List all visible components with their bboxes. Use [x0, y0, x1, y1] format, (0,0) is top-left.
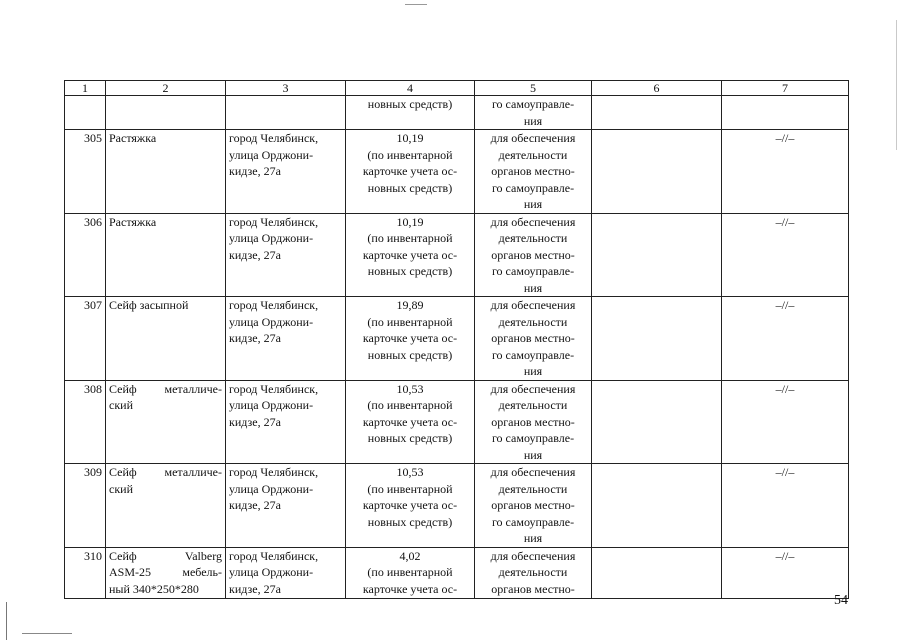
- cell-line: город Челябинск,: [229, 381, 319, 396]
- cell-line: ный 340*250*280: [109, 581, 199, 596]
- cell-line: деятельности: [498, 481, 568, 496]
- cell-value: [346, 96, 475, 130]
- table-row: [65, 380, 849, 464]
- cell-line: улица Орджони-: [229, 231, 314, 245]
- table-row: [65, 297, 849, 381]
- cell-line: (по инвентарной: [367, 147, 453, 162]
- cell-address: [226, 130, 346, 214]
- cell-line: органов местно-: [491, 331, 575, 345]
- cell-line: для обеспечения: [490, 131, 576, 145]
- column-header: 3: [226, 81, 346, 96]
- scan-artifact-left: [6, 602, 7, 640]
- cell-line: кидзе, 27а: [229, 498, 281, 512]
- cell-line: 10,19: [396, 214, 424, 229]
- cell-address: [226, 213, 346, 297]
- cell-line: деятельности: [498, 314, 568, 329]
- cell-line: (по инвентарной: [367, 481, 453, 496]
- cell-line: (по инвентарной: [367, 398, 453, 412]
- cell-line: (по инвентарной: [367, 314, 453, 329]
- cell-line: кидзе, 27а: [229, 414, 281, 429]
- cell-value: [346, 380, 475, 464]
- cell-line: органов местно-: [491, 414, 575, 429]
- cell-num: 307: [65, 297, 106, 381]
- cell-col7: –//–: [722, 130, 849, 214]
- cell-line: органов местно-: [491, 581, 575, 596]
- cell-line: Сейф засыпной: [109, 298, 189, 312]
- cell-line: ния: [523, 113, 543, 128]
- page-number: 54: [834, 593, 848, 608]
- cell-line: улица Орджони-: [229, 565, 314, 579]
- cell-line: город Челябинск,: [229, 548, 319, 563]
- cell-line: для обеспечения: [490, 548, 576, 563]
- cell-line: новных средств): [367, 347, 453, 362]
- column-header: 1: [65, 81, 106, 96]
- cell-value: [346, 547, 475, 598]
- cell-col6: [592, 297, 722, 381]
- cell-line: деятельности: [498, 231, 568, 245]
- cell-line: карточке учета ос-: [362, 247, 458, 262]
- cell-line: Сейф Valberg: [109, 548, 222, 563]
- cell-line: новных средств): [367, 97, 453, 111]
- cell-line: Растяжка: [109, 131, 157, 145]
- cell-line: Сейф металличе-: [109, 381, 222, 396]
- cell-line: кидзе, 27а: [229, 164, 281, 178]
- cell-line: органов местно-: [491, 498, 575, 512]
- cell-col6: [592, 464, 722, 548]
- cell-name: [106, 130, 226, 214]
- cell-line: кидзе, 27а: [229, 331, 281, 345]
- cell-line: город Челябинск,: [229, 131, 319, 145]
- cell-line: го самоуправле-: [491, 347, 575, 362]
- cell-value: [346, 297, 475, 381]
- column-header: 7: [722, 81, 849, 96]
- cell-name: [106, 96, 226, 130]
- table-row: [65, 464, 849, 548]
- cell-line: кидзе, 27а: [229, 581, 281, 596]
- cell-purpose: [475, 464, 592, 548]
- cell-line: карточке учета ос-: [362, 164, 458, 178]
- cell-line: для обеспечения: [490, 214, 576, 229]
- cell-col7: –//–: [722, 213, 849, 297]
- cell-line: 19,89: [396, 298, 424, 312]
- cell-line: деятельности: [498, 398, 568, 412]
- cell-address: [226, 297, 346, 381]
- cell-line: ский: [109, 481, 133, 496]
- cell-line: кидзе, 27а: [229, 247, 281, 262]
- cell-value: [346, 213, 475, 297]
- cell-line: ния: [523, 531, 543, 545]
- cell-line: го самоуправле-: [491, 180, 575, 195]
- cell-purpose: [475, 96, 592, 130]
- cell-num: 310: [65, 547, 106, 598]
- cell-line: новных средств): [367, 514, 453, 529]
- cell-line: деятельности: [498, 565, 568, 579]
- header-row: [65, 81, 849, 96]
- cell-name: [106, 213, 226, 297]
- cell-line: ния: [523, 197, 543, 211]
- cell-line: ский: [109, 398, 133, 412]
- cell-line: город Челябинск,: [229, 214, 319, 229]
- cell-purpose: [475, 380, 592, 464]
- cell-line: органов местно-: [491, 247, 575, 262]
- cell-col7: –//–: [722, 464, 849, 548]
- cell-col6: [592, 380, 722, 464]
- cell-line: карточке учета ос-: [362, 331, 458, 345]
- cell-num: 309: [65, 464, 106, 548]
- cell-line: для обеспечения: [490, 465, 576, 479]
- cell-line: город Челябинск,: [229, 298, 319, 312]
- cell-col6: [592, 130, 722, 214]
- cell-line: Сейф металличе-: [109, 465, 222, 479]
- cell-line: Растяжка: [109, 214, 157, 229]
- cell-line: 10,53: [396, 465, 424, 479]
- cell-line: для обеспечения: [490, 381, 576, 396]
- cell-purpose: [475, 130, 592, 214]
- column-header: 2: [106, 81, 226, 96]
- table-row: [65, 213, 849, 297]
- cell-line: новных средств): [367, 180, 453, 195]
- continuation-row: [65, 96, 849, 130]
- property-table: [64, 80, 849, 599]
- cell-col6: [592, 213, 722, 297]
- scan-artifact-top: [405, 4, 427, 5]
- cell-col7: –//–: [722, 380, 849, 464]
- cell-col7: –//–: [722, 297, 849, 381]
- cell-line: новных средств): [367, 431, 453, 445]
- cell-line: (по инвентарной: [367, 231, 453, 245]
- cell-line: карточке учета ос-: [362, 414, 458, 429]
- cell-col6: [592, 547, 722, 598]
- table-row: [65, 130, 849, 214]
- cell-name: [106, 547, 226, 598]
- cell-line: органов местно-: [491, 164, 575, 178]
- cell-purpose: [475, 297, 592, 381]
- cell-line: 10,53: [396, 381, 424, 396]
- cell-col6: [592, 96, 722, 130]
- cell-value: [346, 130, 475, 214]
- cell-line: улица Орджони-: [229, 314, 314, 329]
- scan-artifact-right: [896, 20, 897, 150]
- cell-line: ния: [523, 364, 543, 378]
- cell-line: карточке учета ос-: [362, 498, 458, 512]
- cell-name: [106, 297, 226, 381]
- cell-line: ния: [523, 280, 543, 295]
- cell-address: [226, 380, 346, 464]
- column-header: 5: [475, 81, 592, 96]
- cell-line: го самоуправле-: [491, 264, 575, 278]
- cell-address: [226, 96, 346, 130]
- cell-line: ASM-25 мебель-: [109, 565, 222, 579]
- cell-line: улица Орджони-: [229, 398, 314, 412]
- scan-artifact-bottom: [22, 633, 72, 634]
- column-header: 6: [592, 81, 722, 96]
- cell-line: для обеспечения: [490, 298, 576, 312]
- cell-num: [65, 96, 106, 130]
- cell-num: 306: [65, 213, 106, 297]
- cell-line: город Челябинск,: [229, 465, 319, 479]
- cell-name: [106, 380, 226, 464]
- cell-line: улица Орджони-: [229, 481, 314, 496]
- cell-line: новных средств): [367, 264, 453, 278]
- column-header: 4: [346, 81, 475, 96]
- cell-line: го самоуправле-: [491, 514, 575, 529]
- cell-line: ния: [523, 447, 543, 462]
- cell-num: 305: [65, 130, 106, 214]
- cell-num: 308: [65, 380, 106, 464]
- cell-line: го самоуправле-: [491, 431, 575, 445]
- cell-address: [226, 464, 346, 548]
- cell-line: (по инвентарной: [367, 565, 453, 579]
- cell-line: карточке учета ос-: [362, 581, 458, 596]
- cell-line: го самоуправле-: [491, 97, 575, 111]
- cell-purpose: [475, 547, 592, 598]
- cell-col7: [722, 96, 849, 130]
- cell-name: [106, 464, 226, 548]
- cell-line: 4,02: [399, 548, 421, 563]
- cell-value: [346, 464, 475, 548]
- cell-purpose: [475, 213, 592, 297]
- cell-col7: –//–: [722, 547, 849, 598]
- table-row: [65, 547, 849, 598]
- cell-address: [226, 547, 346, 598]
- cell-line: 10,19: [396, 131, 424, 145]
- cell-line: улица Орджони-: [229, 147, 314, 162]
- cell-line: деятельности: [498, 147, 568, 162]
